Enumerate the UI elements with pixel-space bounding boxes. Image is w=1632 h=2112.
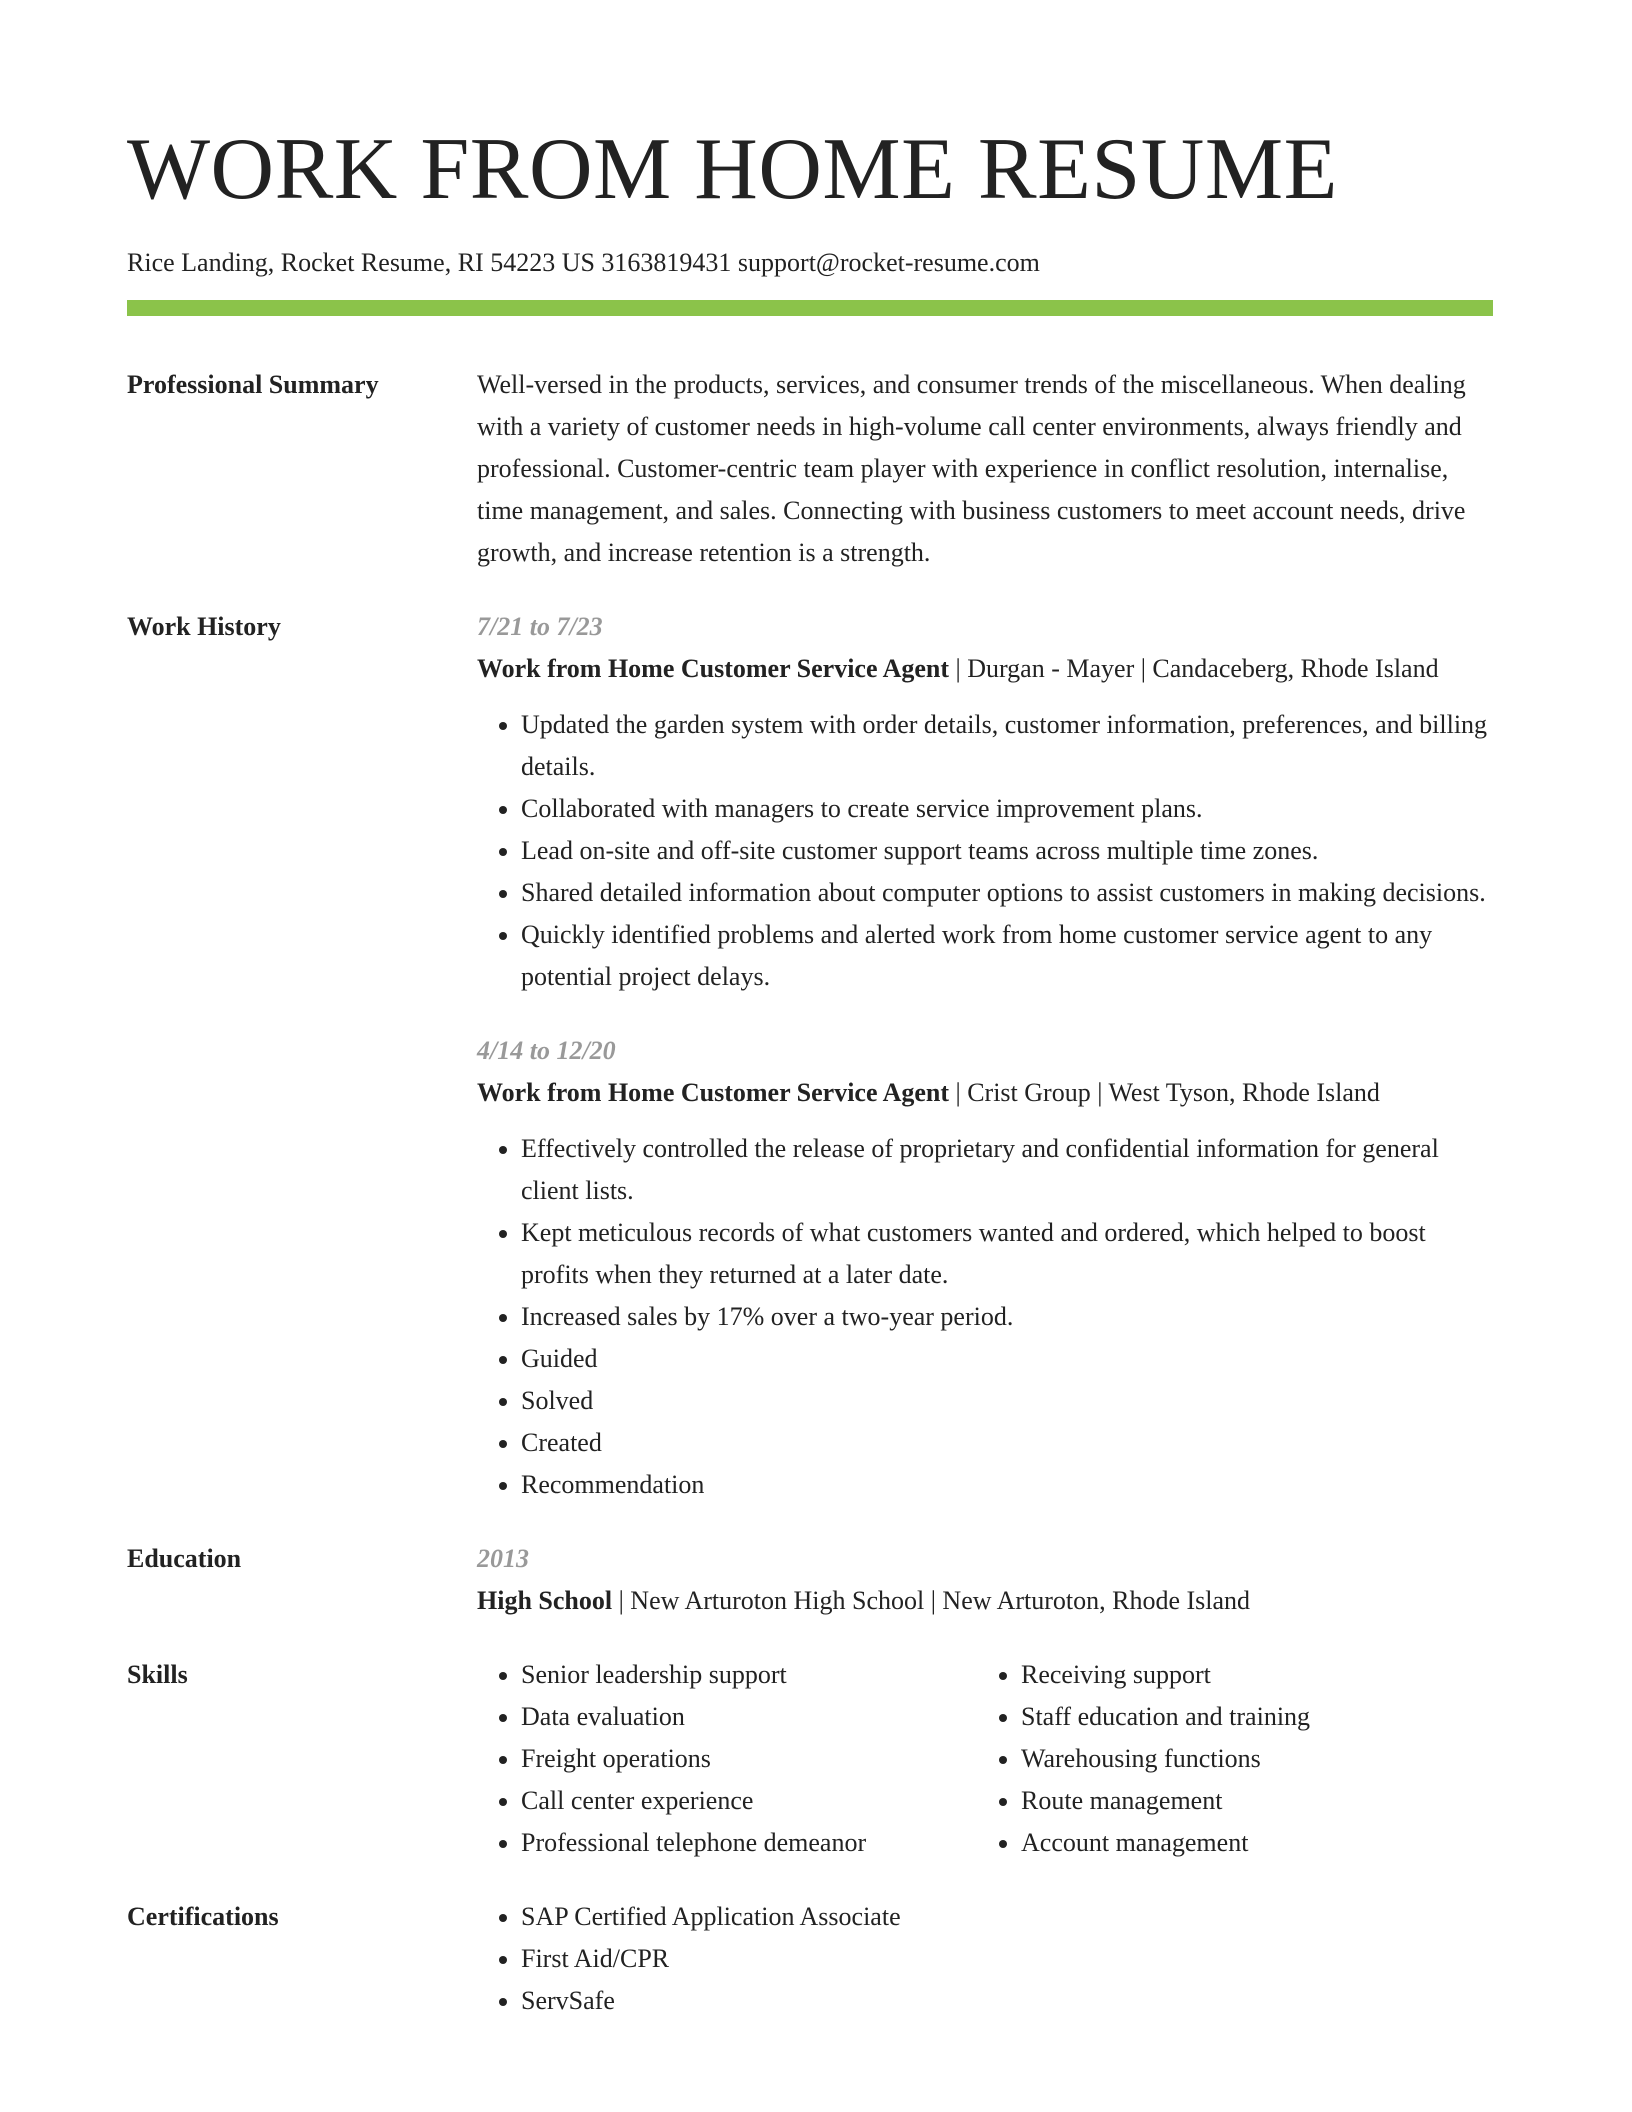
education-degree: High School [477,1586,613,1615]
job-bullet: • Guided [521,1338,1493,1380]
summary-text: Well-versed in the products, services, and consumer trends of the miscellaneous. When dealing with a variety of customer needs in high-volume call center environments, always friendly and professional. Customer-centric team player with experience in conflict resolution, internalise, time management, and sales. Connecting with business customers to meet account needs, drive growth, and increase retention is a strength. [477,370,1466,567]
skill-item: • Professional telephone demeanor [521,1822,977,1864]
skill-item: • Receiving support [1021,1654,1477,1696]
job-entry [477,1030,1493,1506]
certifications-section [127,1896,1493,2022]
skill-item: • Account management [1021,1822,1477,1864]
job-bullet: • Shared detailed information about computer options to assist customers in making decisions. [521,872,1493,914]
job-bullet: • Collaborated with managers to create service improvement plans. [521,788,1493,830]
job-bullet: • Effectively controlled the release of proprietary and confidential information for general client lists. [521,1128,1493,1212]
skill-item: • Staff education and training [1021,1696,1477,1738]
job-bullet: • Kept meticulous records of what customers wanted and ordered, which helped to boost profits when they returned at a later date. [521,1212,1493,1296]
job-bullets [477,1128,1493,1506]
job-details: | Crist Group | West Tyson, Rhode Island [949,1078,1380,1107]
skill-item: • Call center experience [521,1780,977,1822]
job-bullet: • Increased sales by 17% over a two-year period. [521,1296,1493,1338]
skill-item: • Route management [1021,1780,1477,1822]
education-heading [477,1580,1493,1622]
education-year: 2013 [477,1544,529,1573]
section-label-summary: Professional Summary [127,370,379,399]
job-bullet: • Solved [521,1380,1493,1422]
header-divider [127,300,1493,316]
certification-list [477,1896,1493,2022]
job-dates: 4/14 to 12/20 [477,1036,616,1065]
job-details: | Durgan - Mayer | Candaceberg, Rhode Island [949,654,1439,683]
certification-item: • SAP Certified Application Associate [521,1896,1493,1938]
certification-item: • First Aid/CPR [521,1938,1493,1980]
skill-item: • Senior leadership support [521,1654,977,1696]
skill-item: • Warehousing functions [1021,1738,1477,1780]
job-bullet: • Recommendation [521,1464,1493,1506]
job-heading [477,648,1493,690]
job-bullet: • Updated the garden system with order details, customer information, preferences, and billing details. [521,704,1493,788]
section-label-certifications: Certifications [127,1902,279,1931]
skills-section [127,1654,1493,1864]
job-bullet: • Quickly identified problems and alerted work from home customer service agent to any potential project delays. [521,914,1493,998]
skills-column-left [477,1654,977,1864]
education-details: | New Arturoton High School | New Arturoton, Rhode Island [612,1586,1251,1615]
section-label-skills: Skills [127,1660,188,1689]
job-bullet: • Lead on-site and off-site customer support teams across multiple time zones. [521,830,1493,872]
resume-page [127,0,1493,2022]
education-section [127,1538,1493,1622]
skill-item: • Freight operations [521,1738,977,1780]
skill-item: • Data evaluation [521,1696,977,1738]
section-label-education: Education [127,1544,242,1573]
job-entry [477,606,1493,998]
contact-line: Rice Landing, Rocket Resume, RI 54223 US 3163819431 support@rocket-resume.com [127,248,1040,277]
section-label-work: Work History [127,612,281,641]
job-dates: 7/21 to 7/23 [477,612,603,641]
certification-item: • ServSafe [521,1980,1493,2022]
job-title: Work from Home Customer Service Agent [477,1078,949,1107]
job-heading [477,1072,1493,1114]
job-title: Work from Home Customer Service Agent [477,654,949,683]
job-bullet: • Created [521,1422,1493,1464]
resume-title: WORK FROM HOME RESUME [127,121,1338,218]
skills-column-right [977,1654,1477,1864]
work-history-section [127,606,1493,1506]
summary-section [127,364,1493,574]
job-bullets [477,704,1493,998]
